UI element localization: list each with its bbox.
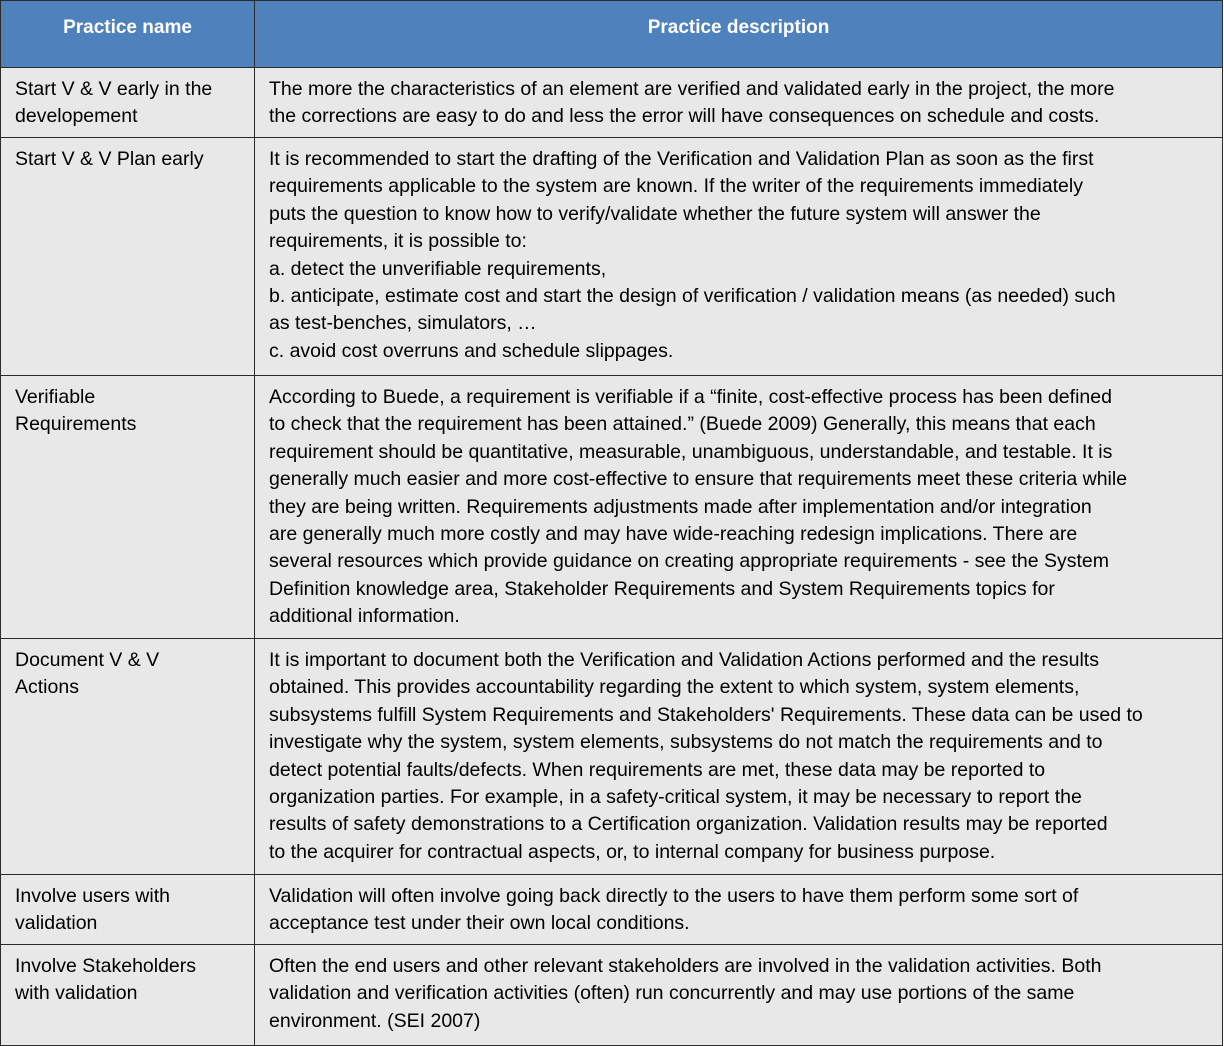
practice-name-line: with validation <box>15 982 138 1005</box>
practice-name-line: Verifiable <box>15 386 96 408</box>
table-row <box>1 875 1223 945</box>
practice-description-line: are generally much more costly and may have wide-reaching redesign implications. There are <box>269 523 1078 546</box>
practice-description-line: the corrections are easy to do and less the error will have consequences on schedule and costs. <box>269 105 1100 128</box>
practice-description-line: results of safety demonstrations to a Certification organization. Validation results may be reported <box>269 813 1108 836</box>
practice-description-line: to the acquirer for contractual aspects, or, to internal company for business purpose. <box>269 840 996 863</box>
table-row <box>1 945 1223 1046</box>
practice-description-cell <box>255 68 1223 138</box>
practice-description-cell <box>255 875 1223 945</box>
practice-name-line: Involve users with <box>15 885 170 907</box>
table-row <box>1 376 1223 639</box>
practice-description-line: additional information. <box>269 605 460 628</box>
practice-description-line: subsystems fulfill System Requirements and Stakeholders' Requirements. These data can be used to <box>269 703 1143 726</box>
table-row <box>1 639 1223 875</box>
practice-description-line: b. anticipate, estimate cost and start the design of verification / validation means (as needed) such <box>269 285 1116 308</box>
practice-name-line: Start V & V early in the <box>15 78 213 100</box>
practice-description-line: It is recommended to start the drafting of the Verification and Validation Plan as soon as the first <box>269 148 1094 170</box>
practice-description-line: to check that the requirement has been attained.” (Buede 2009) Generally, this means that each <box>269 413 1096 436</box>
practice-name-cell <box>1 68 255 138</box>
header-practice-name: Practice name <box>1 1 255 68</box>
practice-description-line: It is important to document both the Verification and Validation Actions performed and the results <box>269 649 1099 671</box>
practice-description-line: Definition knowledge area, Stakeholder Requirements and System Requirements topics for <box>269 577 1055 600</box>
practice-description-line: According to Buede, a requirement is verifiable if a “finite, cost-effective process has been defined <box>269 386 1112 408</box>
practice-description-line: requirement should be quantitative, measurable, unambiguous, understandable, and testable. It is <box>269 440 1113 463</box>
practice-name-line: Actions <box>15 676 79 699</box>
practice-name-cell <box>1 875 255 945</box>
practice-name-line: developement <box>15 105 138 128</box>
practice-description-line: investigate why the system, system elements, subsystems do not match the requirements and to <box>269 731 1103 754</box>
practice-description-line: several resources which provide guidance on creating appropriate requirements - see the System <box>269 550 1110 573</box>
practice-name-cell <box>1 138 255 376</box>
practice-description-line: they are being written. Requirements adjustments made after implementation and/or integration <box>269 495 1092 518</box>
practice-description-line: requirements applicable to the system are known. If the writer of the requirements immediately <box>269 175 1083 198</box>
practice-description-line: organization parties. For example, in a safety-critical system, it may be necessary to report the <box>269 786 1082 809</box>
practice-name-line: Requirements <box>15 413 137 436</box>
practice-description-line: Often the end users and other relevant stakeholders are involved in the validation activities. Both <box>269 955 1102 977</box>
table-row <box>1 138 1223 376</box>
practice-description-line: generally much easier and more cost-effective to ensure that requirements meet these criteria while <box>269 468 1128 491</box>
practice-description-line: c. avoid cost overruns and schedule slippages. <box>269 339 674 362</box>
practice-description-line: detect potential faults/defects. When requirements are met, these data may be reported to <box>269 758 1046 781</box>
practice-description-cell <box>255 376 1223 639</box>
practice-description-line: a. detect the unverifiable requirements, <box>269 257 607 280</box>
table-header-row <box>1 1 1223 68</box>
practice-name-cell <box>1 945 255 1046</box>
practice-description-cell <box>255 945 1223 1046</box>
table-row <box>1 68 1223 138</box>
table-body <box>1 68 1223 1046</box>
practice-description-cell <box>255 138 1223 376</box>
practice-description-line: as test-benches, simulators, … <box>269 312 537 335</box>
practice-description-line: Validation will often involve going back directly to the users to have them perform some sort of <box>269 885 1079 907</box>
practice-name-line: validation <box>15 912 98 935</box>
practice-description-line: environment. (SEI 2007) <box>269 1009 481 1032</box>
practice-name-line: Involve Stakeholders <box>15 955 197 977</box>
practice-description-line: validation and verification activities (often) run concurrently and may use portions of the same <box>269 982 1075 1005</box>
practice-description-line: requirements, it is possible to: <box>269 230 527 253</box>
practice-description-line: The more the characteristics of an element are verified and validated early in the project, the more <box>269 78 1115 100</box>
practice-name-line: Document V & V <box>15 649 160 671</box>
practice-name-cell <box>1 639 255 875</box>
practice-name-line: Start V & V Plan early <box>15 148 204 170</box>
practice-description-cell <box>255 639 1223 875</box>
header-practice-description: Practice description <box>255 1 1223 68</box>
practice-description-line: obtained. This provides accountability regarding the extent to which system, system elements, <box>269 676 1080 699</box>
practice-name-cell <box>1 376 255 639</box>
practice-description-line: puts the question to know how to verify/validate whether the future system will answer the <box>269 202 1041 225</box>
practice-description-line: acceptance test under their own local conditions. <box>269 912 690 935</box>
